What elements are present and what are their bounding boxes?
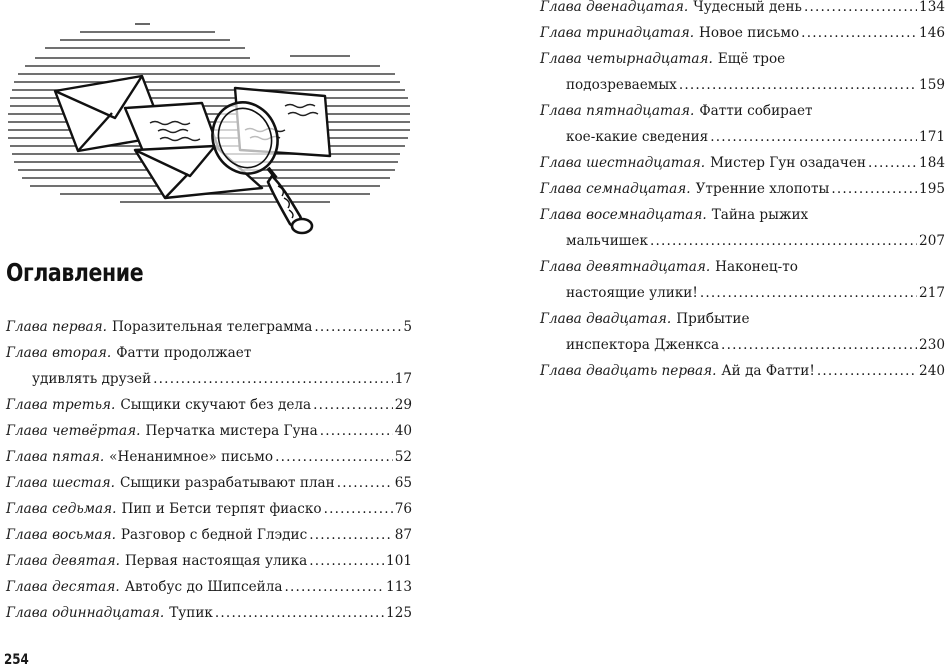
chapter-title-continuation: настоящие улики! (566, 285, 698, 301)
chapter-title: Новое письмо (699, 25, 800, 41)
page-number: 65 (394, 475, 412, 491)
toc-entry[interactable] (6, 470, 412, 496)
page-number: 134 (919, 0, 945, 15)
toc-entry[interactable] (540, 46, 945, 72)
leader-dots (650, 228, 917, 254)
leader-dots (679, 72, 917, 98)
chapter-label: Глава тринадцатая. (540, 25, 695, 41)
chapter-title: Мистер Гун озадачен (710, 155, 866, 171)
chapter-title-continuation: инспектора Дженкса (566, 337, 720, 353)
page-number: 5 (403, 319, 412, 335)
leader-dots (721, 332, 917, 358)
toc-entry[interactable] (6, 392, 412, 418)
toc-left-column (6, 314, 412, 626)
leader-dots (804, 0, 917, 20)
leader-dots (337, 470, 393, 496)
page-folio-number: 254 (4, 652, 29, 668)
leader-dots (153, 366, 393, 392)
toc-entry-continuation[interactable] (540, 332, 945, 358)
chapter-label: Глава шестая. (6, 475, 115, 491)
chapter-title: Ай да Фатти! (721, 363, 815, 379)
chapter-title: Прибытие (676, 311, 750, 327)
toc-entry[interactable] (6, 444, 412, 470)
toc-entry[interactable] (6, 574, 412, 600)
chapter-title-continuation: удивлять друзей (32, 371, 152, 387)
toc-entry[interactable] (6, 418, 412, 444)
leader-dots (313, 392, 393, 418)
page-number: 113 (386, 579, 412, 595)
chapter-title: Наконец-то (715, 259, 798, 275)
leader-dots (309, 522, 392, 548)
leader-dots (284, 574, 384, 600)
chapter-label: Глава одиннадцатая. (6, 605, 165, 621)
page-number: 101 (386, 553, 412, 569)
page-number: 217 (919, 285, 945, 301)
chapter-label: Глава семнадцатая. (540, 181, 691, 197)
chapter-title: Сыщики разрабатывают план (119, 475, 335, 491)
page-number: 17 (394, 371, 412, 387)
page-number: 52 (394, 449, 412, 465)
chapter-label: Глава пятая. (6, 449, 105, 465)
page-number: 29 (394, 397, 412, 413)
leader-dots (710, 124, 917, 150)
chapter-title: Фатти собирает (699, 103, 813, 119)
chapter-label: Глава двенадцатая. (540, 0, 689, 15)
page-number: 230 (919, 337, 945, 353)
page-number: 87 (394, 527, 412, 543)
toc-entry-continuation[interactable] (540, 72, 945, 98)
page-number: 195 (919, 181, 945, 197)
leader-dots (320, 418, 393, 444)
leader-dots (275, 444, 393, 470)
toc-entry-continuation[interactable] (540, 280, 945, 306)
leader-dots (831, 176, 917, 202)
leader-dots (314, 314, 401, 340)
chapter-label: Глава восьмая. (6, 527, 116, 543)
toc-entry-continuation[interactable] (540, 124, 945, 150)
chapter-title: «Ненанимное» письмо (109, 449, 274, 465)
chapter-label: Глава девятая. (6, 553, 120, 569)
chapter-title: Перчатка мистера Гуна (145, 423, 318, 439)
chapter-label: Глава четвёртая. (6, 423, 141, 439)
toc-right-column (540, 0, 945, 384)
leader-dots (801, 20, 917, 46)
toc-entry[interactable] (6, 522, 412, 548)
page-number: 159 (919, 77, 945, 93)
chapter-title-continuation: кое-какие сведения (566, 129, 709, 145)
toc-entry-continuation[interactable] (540, 228, 945, 254)
toc-entry[interactable] (6, 314, 412, 340)
page-number: 184 (919, 155, 945, 171)
chapter-label: Глава пятнадцатая. (540, 103, 695, 119)
chapter-title: Фатти продолжает (116, 345, 252, 361)
toc-entry[interactable] (540, 254, 945, 280)
toc-entry[interactable] (540, 150, 945, 176)
leader-dots (868, 150, 917, 176)
chapter-label: Глава шестнадцатая. (540, 155, 706, 171)
leader-dots (700, 280, 917, 306)
chapter-label: Глава двадцать первая. (540, 363, 717, 379)
chapter-label: Глава вторая. (6, 345, 112, 361)
chapter-title-continuation: мальчишек (566, 233, 648, 249)
page-number: 125 (386, 605, 412, 621)
toc-entry[interactable] (6, 600, 412, 626)
leader-dots (215, 600, 384, 626)
chapter-label: Глава седьмая. (6, 501, 117, 517)
toc-entry[interactable] (6, 340, 412, 366)
chapter-label: Глава восемнадцатая. (540, 207, 707, 223)
chapter-label: Глава девятнадцатая. (540, 259, 711, 275)
toc-entry[interactable] (540, 358, 945, 384)
chapter-title: Чудесный день (693, 0, 802, 15)
chapter-title: Первая настоящая улика (125, 553, 308, 569)
chapter-label: Глава четырнадцатая. (540, 51, 713, 67)
chapter-label: Глава десятая. (6, 579, 120, 595)
toc-entry[interactable] (540, 202, 945, 228)
chapter-label: Глава первая. (6, 319, 107, 335)
chapter-title: Поразительная телеграмма (111, 319, 313, 335)
chapter-title-continuation: подозреваемых (566, 77, 677, 93)
page-number: 76 (394, 501, 412, 517)
toc-entry[interactable] (540, 176, 945, 202)
chapter-title: Тупик (169, 605, 213, 621)
envelopes-and-magnifying-glass-icon (0, 18, 420, 250)
toc-entry[interactable] (540, 98, 945, 124)
page-number: 40 (394, 423, 412, 439)
chapter-title: Пип и Бетси терпят фиаско (121, 501, 322, 517)
chapter-title: Сыщики скучают без дела (120, 397, 312, 413)
chapter-title: Тайна рыжих (711, 207, 809, 223)
chapter-label: Глава третья. (6, 397, 116, 413)
leader-dots (309, 548, 384, 574)
toc-entry[interactable] (540, 20, 945, 46)
chapter-label: Глава двадцатая. (540, 311, 672, 327)
chapter-title: Ещё трое (717, 51, 786, 67)
toc-entry[interactable] (6, 496, 412, 522)
chapter-title: Разговор с бедной Глэдис (120, 527, 308, 543)
page-number: 240 (919, 363, 945, 379)
toc-entry[interactable] (540, 0, 945, 20)
leader-dots (817, 358, 917, 384)
leader-dots (324, 496, 393, 522)
toc-entry-continuation[interactable] (6, 366, 412, 392)
page-title: Оглавление (6, 258, 144, 287)
page-number: 207 (919, 233, 945, 249)
chapter-title: Утренние хлопоты (695, 181, 830, 197)
page-number: 171 (919, 129, 945, 145)
chapter-title: Автобус до Шипсейла (124, 579, 283, 595)
toc-entry[interactable] (540, 306, 945, 332)
page-number: 146 (919, 25, 945, 41)
toc-entry[interactable] (6, 548, 412, 574)
